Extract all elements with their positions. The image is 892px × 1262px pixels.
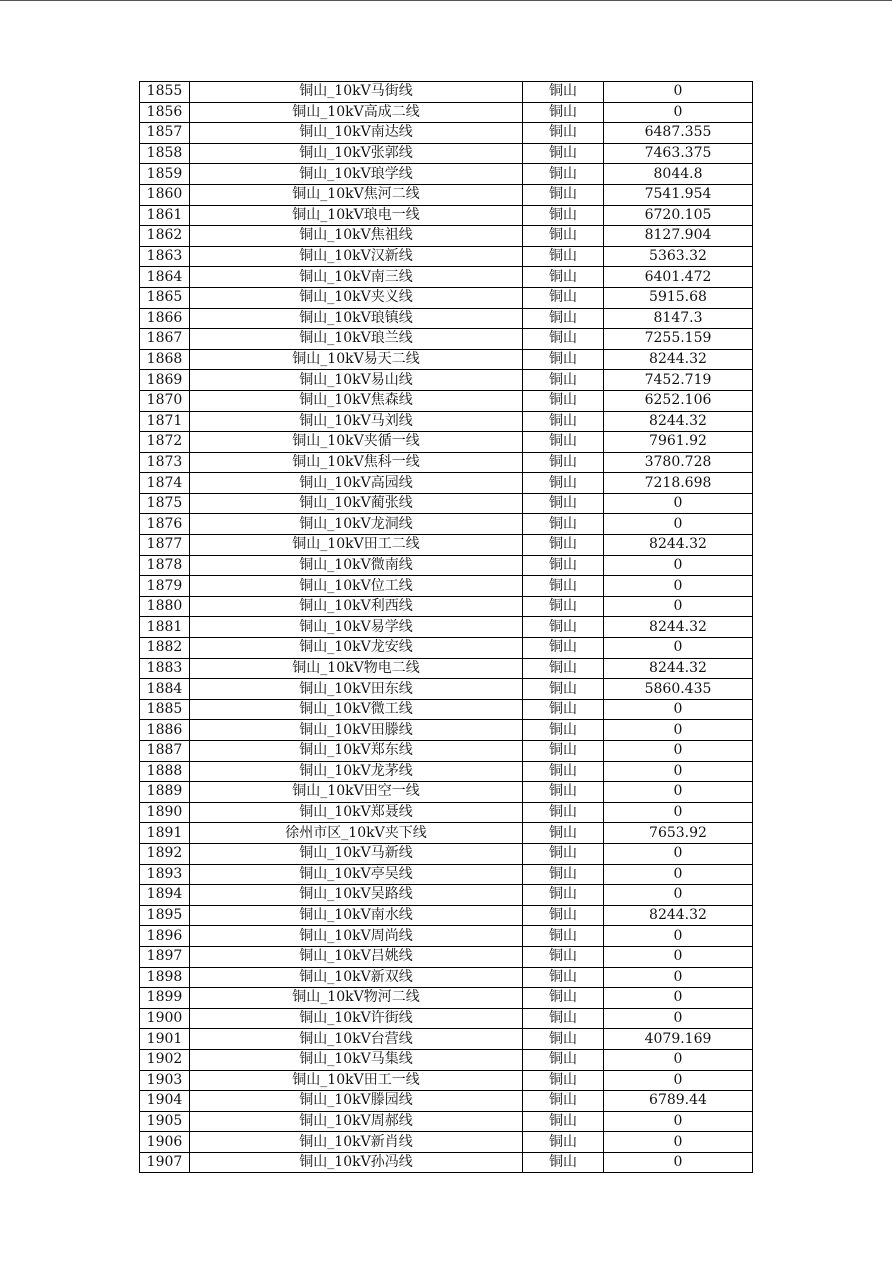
line-name-cell: 铜山_10kV易天二线 xyxy=(190,349,523,370)
table-row xyxy=(140,164,753,185)
table-row xyxy=(140,555,753,576)
row-number-cell: 1860 xyxy=(140,184,190,205)
row-number-cell: 1907 xyxy=(140,1152,190,1173)
region-cell: 铜山 xyxy=(523,988,604,1009)
line-name-cell: 铜山_10kV微工线 xyxy=(190,699,523,720)
region-cell: 铜山 xyxy=(523,329,604,350)
region-cell: 铜山 xyxy=(523,802,604,823)
line-name-cell: 铜山_10kV物河二线 xyxy=(190,988,523,1009)
row-number-cell: 1894 xyxy=(140,885,190,906)
row-number-cell: 1861 xyxy=(140,205,190,226)
region-cell: 铜山 xyxy=(523,596,604,617)
region-cell: 铜山 xyxy=(523,1111,604,1132)
row-number-cell: 1865 xyxy=(140,287,190,308)
table-row xyxy=(140,679,753,700)
table-row xyxy=(140,205,753,226)
value-cell: 6789.44 xyxy=(604,1091,753,1112)
region-cell: 铜山 xyxy=(523,843,604,864)
line-name-cell: 铜山_10kV微南线 xyxy=(190,555,523,576)
value-cell: 0 xyxy=(604,102,753,123)
region-cell: 铜山 xyxy=(523,1152,604,1173)
row-number-cell: 1903 xyxy=(140,1070,190,1091)
table-row xyxy=(140,452,753,473)
row-number-cell: 1858 xyxy=(140,143,190,164)
value-cell: 0 xyxy=(604,1049,753,1070)
value-cell: 0 xyxy=(604,1152,753,1173)
row-number-cell: 1874 xyxy=(140,473,190,494)
row-number-cell: 1881 xyxy=(140,617,190,638)
line-name-cell: 铜山_10kV马刘线 xyxy=(190,411,523,432)
region-cell: 铜山 xyxy=(523,761,604,782)
table-row xyxy=(140,411,753,432)
value-cell: 8244.32 xyxy=(604,905,753,926)
table-row xyxy=(140,885,753,906)
value-cell: 0 xyxy=(604,926,753,947)
line-name-cell: 铜山_10kV高成二线 xyxy=(190,102,523,123)
value-cell: 0 xyxy=(604,1132,753,1153)
line-name-cell: 铜山_10kV滕园线 xyxy=(190,1091,523,1112)
table-row xyxy=(140,761,753,782)
table-row xyxy=(140,493,753,514)
value-cell: 0 xyxy=(604,699,753,720)
row-number-cell: 1906 xyxy=(140,1132,190,1153)
line-name-cell: 铜山_10kV亭吴线 xyxy=(190,864,523,885)
line-name-cell: 铜山_10kV南水线 xyxy=(190,905,523,926)
value-cell: 7961.92 xyxy=(604,432,753,453)
table-row xyxy=(140,967,753,988)
region-cell: 铜山 xyxy=(523,782,604,803)
row-number-cell: 1857 xyxy=(140,123,190,144)
line-name-cell: 铜山_10kV利西线 xyxy=(190,596,523,617)
region-cell: 铜山 xyxy=(523,102,604,123)
line-name-cell: 铜山_10kV琅电一线 xyxy=(190,205,523,226)
table-row xyxy=(140,843,753,864)
region-cell: 铜山 xyxy=(523,143,604,164)
region-cell: 铜山 xyxy=(523,432,604,453)
region-cell: 铜山 xyxy=(523,864,604,885)
line-name-cell: 铜山_10kV易学线 xyxy=(190,617,523,638)
region-cell: 铜山 xyxy=(523,638,604,659)
row-number-cell: 1876 xyxy=(140,514,190,535)
line-name-cell: 铜山_10kV新双线 xyxy=(190,967,523,988)
region-cell: 铜山 xyxy=(523,885,604,906)
line-name-cell: 铜山_10kV吴路线 xyxy=(190,885,523,906)
region-cell: 铜山 xyxy=(523,1049,604,1070)
line-name-cell: 铜山_10kV孙冯线 xyxy=(190,1152,523,1173)
region-cell: 铜山 xyxy=(523,82,604,103)
table-row xyxy=(140,802,753,823)
table-row xyxy=(140,638,753,659)
line-name-cell: 铜山_10kV琅镇线 xyxy=(190,308,523,329)
value-cell: 0 xyxy=(604,555,753,576)
row-number-cell: 1896 xyxy=(140,926,190,947)
table-row xyxy=(140,946,753,967)
value-cell: 7653.92 xyxy=(604,823,753,844)
region-cell: 铜山 xyxy=(523,246,604,267)
row-number-cell: 1883 xyxy=(140,658,190,679)
row-number-cell: 1886 xyxy=(140,720,190,741)
region-cell: 铜山 xyxy=(523,741,604,762)
value-cell: 6487.355 xyxy=(604,123,753,144)
line-name-cell: 铜山_10kV龙茅线 xyxy=(190,761,523,782)
value-cell: 8244.32 xyxy=(604,411,753,432)
row-number-cell: 1877 xyxy=(140,535,190,556)
value-cell: 8244.32 xyxy=(604,349,753,370)
table-row xyxy=(140,432,753,453)
table-row xyxy=(140,246,753,267)
value-cell: 0 xyxy=(604,514,753,535)
table-row xyxy=(140,349,753,370)
region-cell: 铜山 xyxy=(523,287,604,308)
value-cell: 0 xyxy=(604,741,753,762)
page-top-border xyxy=(0,0,892,1)
row-number-cell: 1863 xyxy=(140,246,190,267)
row-number-cell: 1870 xyxy=(140,390,190,411)
row-number-cell: 1899 xyxy=(140,988,190,1009)
table-row xyxy=(140,823,753,844)
region-cell: 铜山 xyxy=(523,1132,604,1153)
line-name-cell: 铜山_10kV物电二线 xyxy=(190,658,523,679)
region-cell: 铜山 xyxy=(523,679,604,700)
row-number-cell: 1873 xyxy=(140,452,190,473)
value-cell: 0 xyxy=(604,782,753,803)
table-row xyxy=(140,782,753,803)
region-cell: 铜山 xyxy=(523,514,604,535)
region-cell: 铜山 xyxy=(523,349,604,370)
table-row xyxy=(140,988,753,1009)
table-row xyxy=(140,1029,753,1050)
value-cell: 8127.904 xyxy=(604,226,753,247)
value-cell: 0 xyxy=(604,493,753,514)
line-name-cell: 铜山_10kV琅学线 xyxy=(190,164,523,185)
line-name-cell: 铜山_10kV焦祖线 xyxy=(190,226,523,247)
table-row xyxy=(140,143,753,164)
row-number-cell: 1884 xyxy=(140,679,190,700)
table-row xyxy=(140,1091,753,1112)
value-cell: 7463.375 xyxy=(604,143,753,164)
row-number-cell: 1895 xyxy=(140,905,190,926)
table-row xyxy=(140,123,753,144)
table-row xyxy=(140,617,753,638)
line-name-cell: 铜山_10kV马集线 xyxy=(190,1049,523,1070)
row-number-cell: 1869 xyxy=(140,370,190,391)
line-name-cell: 铜山_10kV高园线 xyxy=(190,473,523,494)
region-cell: 铜山 xyxy=(523,267,604,288)
table-row xyxy=(140,576,753,597)
line-name-cell: 铜山_10kV郑聂线 xyxy=(190,802,523,823)
table-row xyxy=(140,1008,753,1029)
table-row xyxy=(140,514,753,535)
line-name-cell: 铜山_10kV新肖线 xyxy=(190,1132,523,1153)
region-cell: 铜山 xyxy=(523,123,604,144)
value-cell: 3780.728 xyxy=(604,452,753,473)
value-cell: 5915.68 xyxy=(604,287,753,308)
line-name-cell: 铜山_10kV周郝线 xyxy=(190,1111,523,1132)
line-name-cell: 铜山_10kV马新线 xyxy=(190,843,523,864)
line-name-cell: 铜山_10kV田工二线 xyxy=(190,535,523,556)
region-cell: 铜山 xyxy=(523,164,604,185)
region-cell: 铜山 xyxy=(523,967,604,988)
region-cell: 铜山 xyxy=(523,823,604,844)
region-cell: 铜山 xyxy=(523,617,604,638)
row-number-cell: 1879 xyxy=(140,576,190,597)
row-number-cell: 1855 xyxy=(140,82,190,103)
line-name-cell: 铜山_10kV焦森线 xyxy=(190,390,523,411)
row-number-cell: 1885 xyxy=(140,699,190,720)
value-cell: 0 xyxy=(604,802,753,823)
value-cell: 7255.159 xyxy=(604,329,753,350)
line-name-cell: 铜山_10kV位工线 xyxy=(190,576,523,597)
line-name-cell: 铜山_10kV田滕线 xyxy=(190,720,523,741)
region-cell: 铜山 xyxy=(523,308,604,329)
value-cell: 0 xyxy=(604,1008,753,1029)
line-name-cell: 铜山_10kV龙洞线 xyxy=(190,514,523,535)
value-cell: 8244.32 xyxy=(604,617,753,638)
value-cell: 8244.32 xyxy=(604,658,753,679)
table-row xyxy=(140,1132,753,1153)
row-number-cell: 1905 xyxy=(140,1111,190,1132)
value-cell: 6720.105 xyxy=(604,205,753,226)
line-name-cell: 铜山_10kV许街线 xyxy=(190,1008,523,1029)
row-number-cell: 1864 xyxy=(140,267,190,288)
value-cell: 0 xyxy=(604,843,753,864)
region-cell: 铜山 xyxy=(523,946,604,967)
region-cell: 铜山 xyxy=(523,390,604,411)
table-row xyxy=(140,1152,753,1173)
row-number-cell: 1871 xyxy=(140,411,190,432)
line-data-table xyxy=(139,81,753,1173)
table-row xyxy=(140,329,753,350)
table-row xyxy=(140,473,753,494)
value-cell: 5363.32 xyxy=(604,246,753,267)
table-row xyxy=(140,699,753,720)
value-cell: 0 xyxy=(604,720,753,741)
table-row xyxy=(140,102,753,123)
line-name-cell: 铜山_10kV夹循一线 xyxy=(190,432,523,453)
row-number-cell: 1868 xyxy=(140,349,190,370)
table-row xyxy=(140,596,753,617)
region-cell: 铜山 xyxy=(523,699,604,720)
line-name-cell: 铜山_10kV周尚线 xyxy=(190,926,523,947)
value-cell: 0 xyxy=(604,967,753,988)
line-name-cell: 铜山_10kV夹义线 xyxy=(190,287,523,308)
table-row xyxy=(140,905,753,926)
region-cell: 铜山 xyxy=(523,576,604,597)
line-name-cell: 铜山_10kV田东线 xyxy=(190,679,523,700)
value-cell: 8147.3 xyxy=(604,308,753,329)
region-cell: 铜山 xyxy=(523,1070,604,1091)
region-cell: 铜山 xyxy=(523,1091,604,1112)
value-cell: 0 xyxy=(604,761,753,782)
row-number-cell: 1891 xyxy=(140,823,190,844)
region-cell: 铜山 xyxy=(523,411,604,432)
value-cell: 7218.698 xyxy=(604,473,753,494)
value-cell: 7452.719 xyxy=(604,370,753,391)
line-name-cell: 铜山_10kV焦河二线 xyxy=(190,184,523,205)
table-row xyxy=(140,926,753,947)
line-name-cell: 铜山_10kV汉新线 xyxy=(190,246,523,267)
table-row xyxy=(140,390,753,411)
value-cell: 0 xyxy=(604,864,753,885)
region-cell: 铜山 xyxy=(523,493,604,514)
region-cell: 铜山 xyxy=(523,226,604,247)
table-body xyxy=(140,82,753,1173)
region-cell: 铜山 xyxy=(523,905,604,926)
value-cell: 0 xyxy=(604,82,753,103)
table-row xyxy=(140,226,753,247)
region-cell: 铜山 xyxy=(523,205,604,226)
value-cell: 0 xyxy=(604,1070,753,1091)
row-number-cell: 1904 xyxy=(140,1091,190,1112)
table-row xyxy=(140,287,753,308)
table-row xyxy=(140,1049,753,1070)
line-name-cell: 铜山_10kV郑东线 xyxy=(190,741,523,762)
region-cell: 铜山 xyxy=(523,658,604,679)
table-row xyxy=(140,720,753,741)
row-number-cell: 1875 xyxy=(140,493,190,514)
value-cell: 0 xyxy=(604,946,753,967)
line-name-cell: 铜山_10kV台营线 xyxy=(190,1029,523,1050)
row-number-cell: 1882 xyxy=(140,638,190,659)
table-row xyxy=(140,1070,753,1091)
table-row xyxy=(140,1111,753,1132)
table-row xyxy=(140,658,753,679)
line-name-cell: 铜山_10kV马街线 xyxy=(190,82,523,103)
line-name-cell: 铜山_10kV龙安线 xyxy=(190,638,523,659)
table-row xyxy=(140,82,753,103)
line-name-cell: 铜山_10kV南达线 xyxy=(190,123,523,144)
line-name-cell: 铜山_10kV易山线 xyxy=(190,370,523,391)
value-cell: 6252.106 xyxy=(604,390,753,411)
line-name-cell: 铜山_10kV吕姚线 xyxy=(190,946,523,967)
row-number-cell: 1856 xyxy=(140,102,190,123)
table-row xyxy=(140,864,753,885)
value-cell: 8044.8 xyxy=(604,164,753,185)
value-cell: 0 xyxy=(604,638,753,659)
row-number-cell: 1880 xyxy=(140,596,190,617)
value-cell: 6401.472 xyxy=(604,267,753,288)
value-cell: 0 xyxy=(604,885,753,906)
row-number-cell: 1862 xyxy=(140,226,190,247)
row-number-cell: 1867 xyxy=(140,329,190,350)
line-name-cell: 铜山_10kV南三线 xyxy=(190,267,523,288)
table-row xyxy=(140,741,753,762)
region-cell: 铜山 xyxy=(523,370,604,391)
row-number-cell: 1897 xyxy=(140,946,190,967)
line-name-cell: 铜山_10kV田工一线 xyxy=(190,1070,523,1091)
line-name-cell: 铜山_10kV焦科一线 xyxy=(190,452,523,473)
line-name-cell: 铜山_10kV琅兰线 xyxy=(190,329,523,350)
line-name-cell: 铜山_10kV张郭线 xyxy=(190,143,523,164)
row-number-cell: 1887 xyxy=(140,741,190,762)
line-name-cell: 铜山_10kV田空一线 xyxy=(190,782,523,803)
row-number-cell: 1888 xyxy=(140,761,190,782)
value-cell: 4079.169 xyxy=(604,1029,753,1050)
region-cell: 铜山 xyxy=(523,720,604,741)
region-cell: 铜山 xyxy=(523,452,604,473)
table-row xyxy=(140,535,753,556)
region-cell: 铜山 xyxy=(523,926,604,947)
row-number-cell: 1900 xyxy=(140,1008,190,1029)
region-cell: 铜山 xyxy=(523,184,604,205)
table-row xyxy=(140,370,753,391)
table-row xyxy=(140,184,753,205)
row-number-cell: 1902 xyxy=(140,1049,190,1070)
value-cell: 0 xyxy=(604,576,753,597)
row-number-cell: 1866 xyxy=(140,308,190,329)
region-cell: 铜山 xyxy=(523,1008,604,1029)
value-cell: 5860.435 xyxy=(604,679,753,700)
line-name-cell: 铜山_10kV蔺张线 xyxy=(190,493,523,514)
row-number-cell: 1859 xyxy=(140,164,190,185)
value-cell: 8244.32 xyxy=(604,535,753,556)
line-name-cell: 徐州市区_10kV夹下线 xyxy=(190,823,523,844)
row-number-cell: 1901 xyxy=(140,1029,190,1050)
region-cell: 铜山 xyxy=(523,555,604,576)
table-row xyxy=(140,267,753,288)
value-cell: 7541.954 xyxy=(604,184,753,205)
value-cell: 0 xyxy=(604,1111,753,1132)
value-cell: 0 xyxy=(604,596,753,617)
row-number-cell: 1898 xyxy=(140,967,190,988)
region-cell: 铜山 xyxy=(523,1029,604,1050)
region-cell: 铜山 xyxy=(523,535,604,556)
region-cell: 铜山 xyxy=(523,473,604,494)
row-number-cell: 1889 xyxy=(140,782,190,803)
row-number-cell: 1892 xyxy=(140,843,190,864)
row-number-cell: 1893 xyxy=(140,864,190,885)
row-number-cell: 1890 xyxy=(140,802,190,823)
row-number-cell: 1878 xyxy=(140,555,190,576)
value-cell: 0 xyxy=(604,988,753,1009)
row-number-cell: 1872 xyxy=(140,432,190,453)
table-row xyxy=(140,308,753,329)
